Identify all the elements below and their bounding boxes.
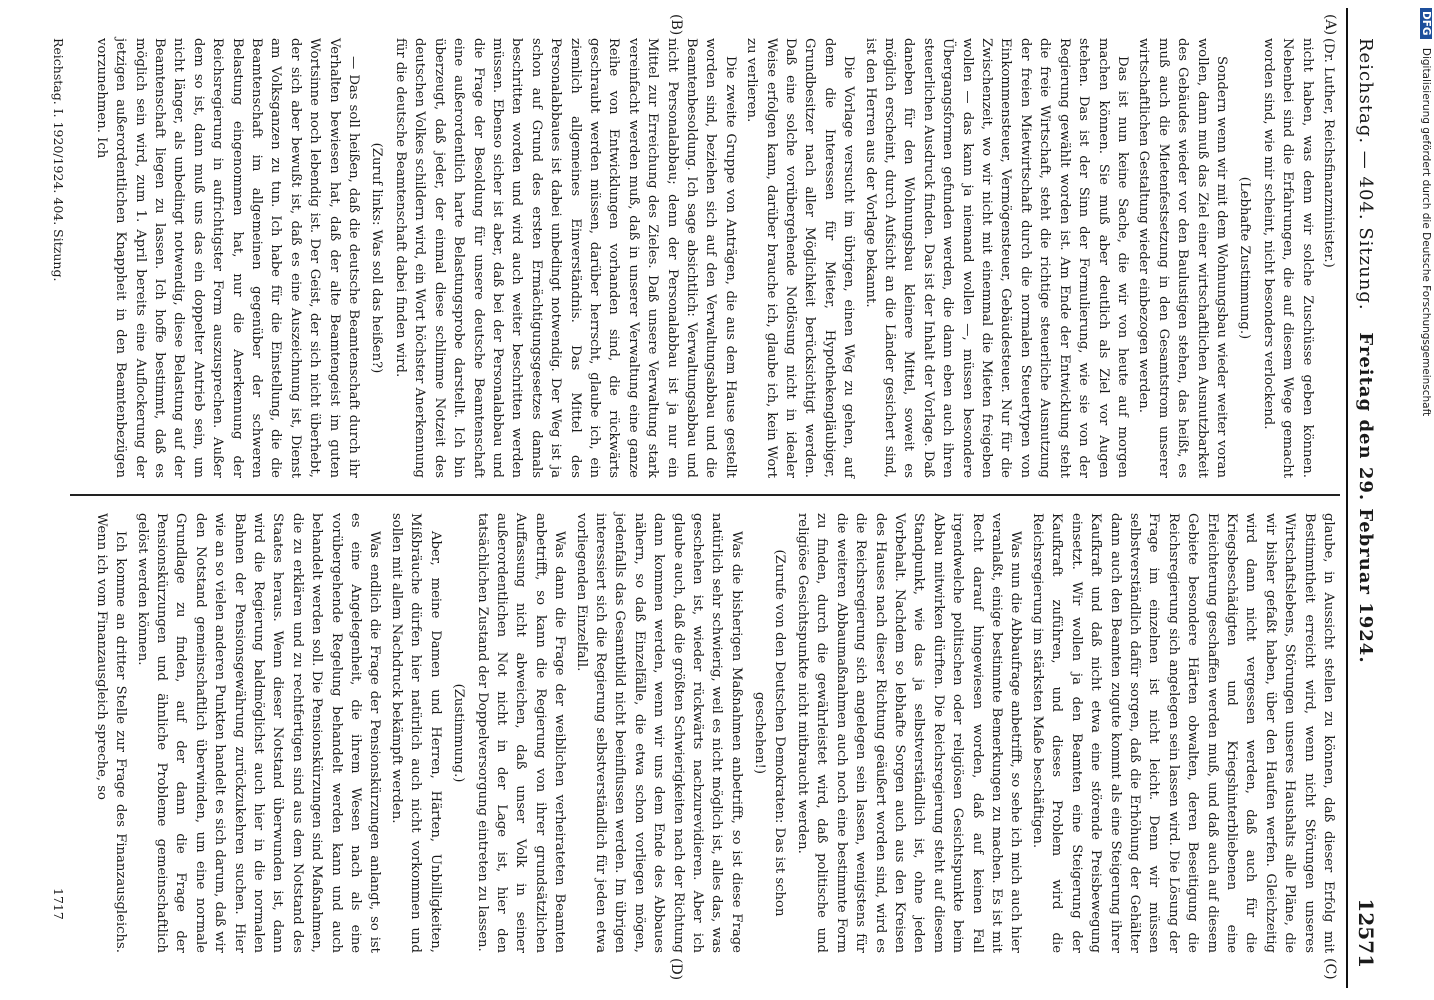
digitization-notice-text: Digitalisierung gefördert durch die Deutsche Forschungsgemeinschaft	[1420, 47, 1432, 417]
page-footer: Reichstag. I. 1920/1924. 404. Sitzung.	[51, 38, 66, 282]
margin-marker-a: (A)	[1322, 14, 1338, 36]
paragraph: glaube, in Aussicht stellen zu können, daß dieser Erfolg mit Bestimmtheit erreicht wird, wenn nicht Störungen unseres Wirtschaftslebens, Störungen unseres Haushalts alle Pläne, die wir bisher gefaßt haben, über den Haufen werfen. Gleichzeitig wird dann nicht vergessen werden, daß auch für die Kriegsbeschädigten und Kriegshinterbliebenen eine Erleichterung geschaffen werden muß, und daß auch auf diesem Gebiete besondere Härten obwalten, deren Beseitigung die Reichsregierung sich angelegen sein lassen wird. Die Lösung der Frage im einzelnen ist nicht leicht. Denn wir müssen selbstverständlich dafür sorgen, daß die Erhöhung der Gehälter dann auch den Beamten zugute kommt als eine Steigerung ihrer Kaufkraft und daß nicht etwa eine störende Preisbewegung einsetzt. Wir wollen ja den Beamten eine Steigerung der Kaufkraft zuführen, und dieses Problem wird die Reichsregierung im stärksten Maße beschäftigen.	[1029, 513, 1336, 953]
paragraph: Aber, meine Damen und Herren, Härten, Unbilligkeiten, Mißbräuche dürfen hier natürlich auch nicht vorkommen und sollen mit allem Nachdruck bekämpft werden.	[388, 513, 443, 953]
paragraph: Die zweite Gruppe von Anträgen, die aus dem Hause gestellt worden sind, beziehen sich auf den Verwaltungsabbau und die Beamtenbesoldung. Ich sage absichtlich: Verwaltungsabbau und nicht Personalabbau; denn der Personalabbau ist ja nur ein Mittel zur Erreichung des Zieles. Daß unsere Verwaltung stark vereinfacht werden muß, daß in unserer Verwaltung eine ganze Reihe von Entwicklungen vorhanden sind, die rückwärts geschraubt werden müssen, darüber herrscht, glaube ich, ein ziemlich allgemeines Einverständnis. Das Mittel des Personalabbaues ist dabei unbedingt notwendig. Der Weg ist ja schon auf Grund des ersten Ermächtigungsgesetzes damals beschritten worden und wird auch weiter beschritten werden müssen. Ebenso sicher ist aber, daß bei der Personalabbau und die Frage der Besoldung für unsere deutsche Beamtenschaft eine außerordentlich harte Belastungsprobe darstellt. Ich bin überzeugt, daß jeder, der einmal diese schlimme Notzeit des deutschen Volkes schildern wird, ein Wort höchster Anerkennung für die deutsche Beamtenschaft dabei finden wird.	[392, 38, 738, 478]
header-date: Freitag den 29. Februar 1924.	[1355, 332, 1376, 664]
paragraph: (Zustimmung.)	[451, 683, 467, 783]
paragraph: (Dr. Luther, Reichsfinanzminister.)	[1321, 38, 1336, 268]
margin-marker-b: (B)	[668, 14, 684, 36]
paragraph: Was die bisherigen Maßnahmen anbetrifft, so ist diese Frage natürlich sehr schwierig, weil es nicht möglich ist, alles das, was geschehen ist, wieder rückwärts nachzurevidieren. Aber ich glaube auch, daß die größten Schwierigkeiten nach der Richtung dann kommen werden, wenn wir uns dem Ende des Abbaues nähern, so daß Einzelfälle, die etwa schon vorliegen mögen, jedenfalls das Gesamtbild nicht beeinflussen werden. Im übrigen interessiert sich die Regierung selbstverständlich für jeden etwa vorliegenden Einzelfall.	[573, 513, 744, 953]
paragraph: (Zuruf links: Was soll das heißen?)	[369, 142, 385, 374]
paragraph: (Zurufe von den Deutschen Demokraten: Das ist schon geschehen!)	[752, 549, 787, 917]
rotated-document-page	[14, 8, 1384, 988]
paragraph: (Lebhafte Zustimmung.)	[1237, 176, 1253, 340]
paragraph: Was endlich die Frage der Pensionskürzungen anlangt, so ist es eine Angelegenheit, die ihrem Wesen nach als eine vorübergehende Regelung behandelt werden kann und auch behandelt werden soll. Die Pensionskürzungen sind Maßnahmen, die zu erklären und zu rechtfertigen sind aus dem Notstand des Staates heraus. Wenn dieser Notstand überwunden ist, dann wird die Regierung baldmöglichst auch hier in die normalen Bahnen der Pensionsgewährung zurückzukehren suchen. Hier wie an so vielen anderen Punkten handelt es sich darum, daß wir den Notstand gemeinschaftlich überwinden, um eine normale Grundlage zu finden, auf der dann die Frage der Pensionskürzungen und ähnliche Probleme gemeinschaftlich gelöst werden können.	[134, 513, 383, 953]
margin-marker-d: (D)	[668, 958, 684, 981]
paragraph: — Das soll heißen, daß die deutsche Beamtenschaft durch ihr Verhalten bewiesen hat, daß der alte Beamtengeist im guten Wortsinne noch lebendig ist. Der Geist, der sich nicht überhebt, der sich aber bewußt ist, daß es eine Auszeichnung ist, Dienst am Volksganzen zu tun. Ich habe für die Einstellung, die die Beamtenschaft im allgemeinen gegenüber der schweren Belastung eingenommen hat, nur die Anerkennung der Reichsregierung in aufrichtigster Form auszusprechen. Außer dem so ist, dann muß uns das ein doppelter Antrieb sein, um nicht länger, als unbedingt notwendig, diese Belastung auf der Beamtenschaft liegen zu lassen. Ich hoffe bestimmt, daß es möglich sein wird, zum 1. April bereits eine Auflockerung der jetzigen außerordentlichen Knappheit in den Beamtenbezügen vorzunehmen. Ich	[93, 38, 362, 478]
left-text-column	[89, 38, 1338, 478]
paragraph: nicht haben, was denn wir solche Zuschüsse geben können. Nebenbei sind die Erfahrungen, die auf diesem Wege gemacht worden sind, wie mir scheint, nicht besonders verlockend.	[1260, 38, 1315, 478]
page-number: 1717	[51, 888, 66, 920]
paragraph: Das ist nun keine Sache, die wir von heute auf morgen machen können. Sie muß aber deutlich als Ziel vor Augen stehen. Das ist der Sinn der Formulierung, wie sie von der Regierung gewählt worden ist. Am Ende der Entwicklung steht die freie Wirtschaft, steht die richtige steuerliche Ausnutzung der freien Mietwirtschaft durch die normalen Steuertypen von Einkommensteuer, Vermögensteuer, Gebäudesteuer. Nur für die Zwischenzeit, wo wir nicht mit einemmal die Mieten freigeben wollen — das kann ja niemand wollen —, müssen besondere Übergangsformen gefunden werden, die dann eben auch ihren steuerlichen Ausdruck finden. Das ist der Inhalt der Vorlage. Daß daneben für den Wohnungsbau kleinere Mittel, soweit es möglich erscheint, durch Aufsicht an die Länder gesichert sind, ist den Herren aus der Vorlage bekannt.	[862, 38, 1130, 478]
paragraph: Sondern wenn wir mit dem Wohnungsbau wieder weiter voran wollen, dann muß das Ziel einer wirtschaftlichen Ausnutzbarkeit des Gebäudes wieder vor den Baulustigen stehen, das heißt, es muß auch die Mietenfestsetzung in den Gesamtstrom unserer wirtschaftlichen Gestaltung wieder einbezogen werden.	[1136, 38, 1229, 478]
header-column-number: 12571	[1354, 898, 1378, 968]
paragraph: Ich komme an dritter Stelle zur Frage des Finanzausgleichs. Wenn ich vom Finanzausgleich spreche, so	[93, 513, 129, 953]
column-divider	[70, 494, 1340, 496]
page-header	[1346, 8, 1384, 988]
dfg-logo: DFG	[1420, 8, 1432, 39]
paragraph: Was dann die Frage der weiblichen verheirateten Beamten anbetrifft, so kann die Regierung von ihrer grundsätzlichen Auffassung nicht abweichen, daß unser Volk in seiner außerordentlichen Not nicht in der Lage ist, hier den tatsächlichen Zustand der Doppelversorgung eintreten zu lassen.	[474, 513, 568, 953]
paragraph: Die Vorlage versucht im übrigen, einen Weg zu gehen, auf dem die Interessen für Mieter, Hypothekengläubiger, Grundbesitzer nach aller Möglichkeit berücksichtigt werden. Daß eine solche vorübergehende Notlösung nicht in idealer Weise erfolgen kann, darüber brauche ich, glaube ich, kein Wort zu verlieren.	[744, 38, 857, 478]
header-session: Reichstag. — 404. Sitzung.	[1355, 38, 1376, 311]
right-text-column	[89, 513, 1338, 953]
digitization-notice	[1417, 8, 1433, 993]
paragraph: Was nun die Abbaufrage anbetrifft, so sehe ich mich auch hier veranlaßt, einige bestimmte Bemerkungen zu machen. Es ist mit Recht darauf hingewiesen worden, daß auf keinen Fall irgendwelche politischen oder religiösen Gesichtspunkte beim Abbau mitwirken dürften. Die Reichsregierung steht auf diesem Standpunkt, wie das ja selbstverständlich ist, ohne jeden Vorbehalt. Nachdem so lebhafte Sorgen auch aus den Kreisen des Hauses nach dieser Richtung geäußert worden sind, wird es die Reichsregierung sich angelegen sein lassen, wenigstens für die weiteren Abbaumaßnahmen auch noch eine bestimmte Form zu finden, durch die gewährleistet wird, daß politische und religiöse Gesichtspunkte nicht mitbraucht werden.	[795, 513, 1024, 953]
margin-marker-c: (C)	[1322, 958, 1338, 980]
